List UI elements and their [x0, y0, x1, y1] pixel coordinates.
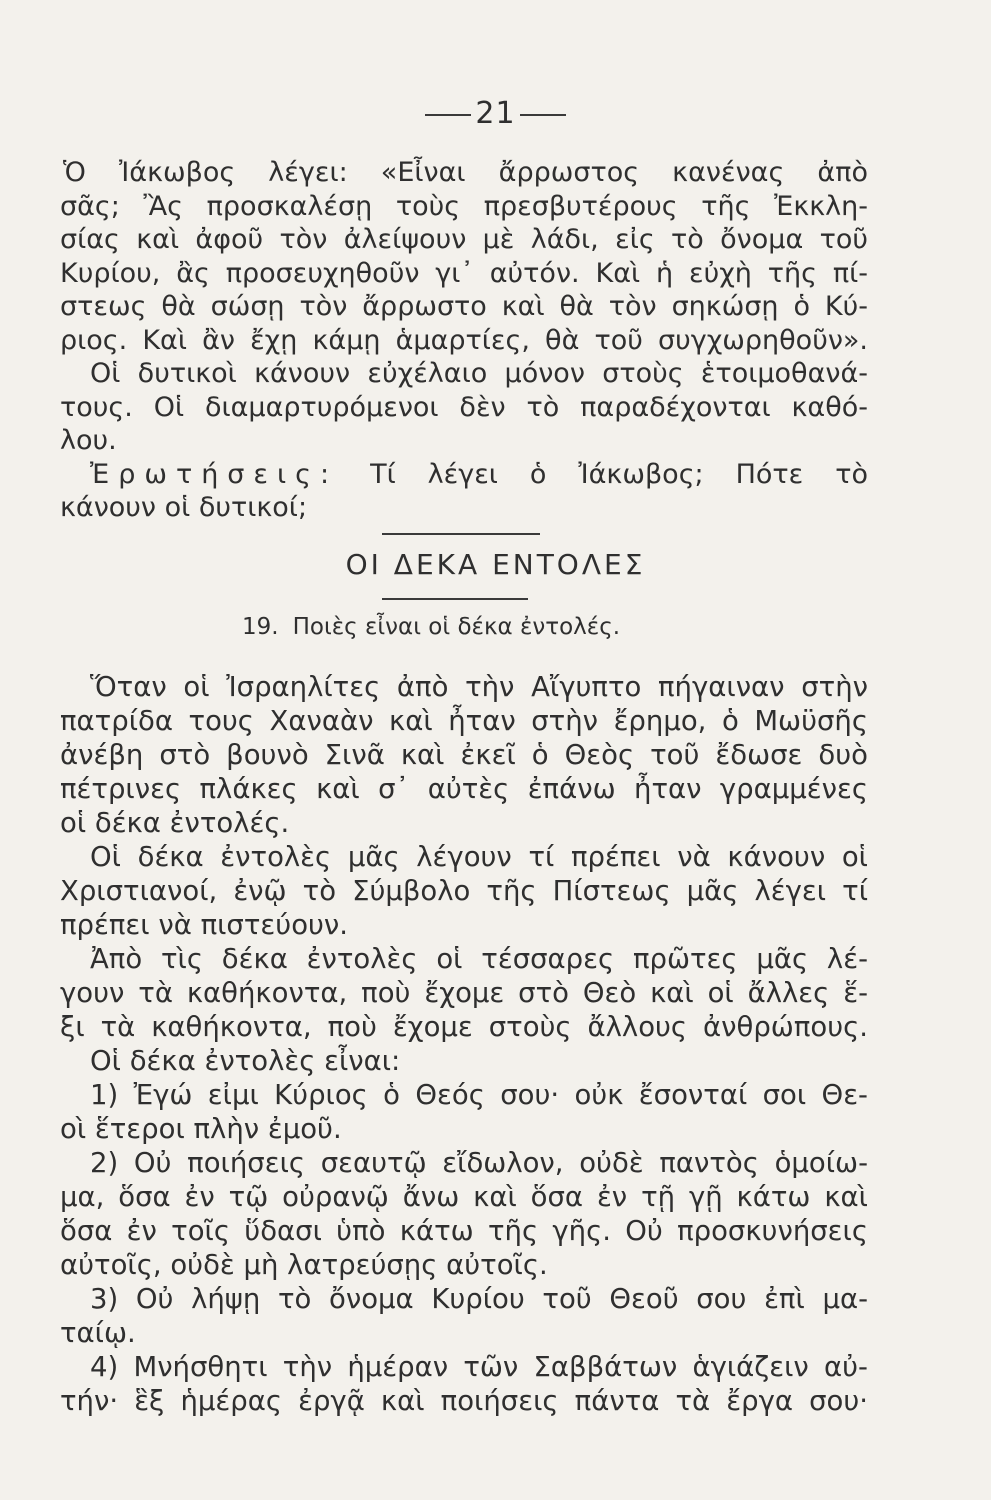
text-line: Οἱ δέκα ἐντολὲς εἶναι:	[90, 1045, 401, 1077]
question-number: 19.	[242, 614, 279, 640]
text-line: Κυρίου, ἂς προσευχηθοῦν γι᾽ αὐτόν. Καὶ ἡ εὐχὴ τῆς πί-	[60, 257, 868, 289]
text-line: οὶ ἕτεροι πλὴν ἐμοῦ.	[60, 1113, 342, 1145]
questions-label: Ἐρωτήσεις:	[90, 458, 339, 490]
text-line: Ἀπὸ τὶς δέκα ἐντολὲς οἱ τέσσαρες πρῶτες μᾶς λέ-	[90, 943, 868, 975]
text-line: λου.	[60, 425, 117, 456]
questions-text: Τί λέγει ὁ Ἰάκωβος; Πότε τὸ	[370, 458, 868, 490]
section-divider-top	[382, 533, 540, 535]
text-line: πέτρινες πλάκες καὶ σ᾽ αὐτὲς ἐπάνω ἦταν γραμμένες	[60, 773, 868, 805]
text-line: Οἱ δέκα ἐντολὲς μᾶς λέγουν τί πρέπει νὰ κάνουν οἱ	[90, 841, 868, 873]
text-line: αὐτοῖς, οὐδὲ μὴ λατρεύσῃς αὐτοῖς.	[60, 1249, 548, 1281]
page-number-dash-right	[520, 114, 566, 116]
commandment-line: 1) Ἐγώ εἰμι Κύριος ὁ Θεός σου· οὐκ ἔσονταί σοι Θε-	[90, 1079, 868, 1111]
question-title: Ποιὲς εἶναι οἱ δέκα ἐντολές.	[292, 614, 621, 640]
text-line: Ὁ Ἰάκωβος λέγει: «Εἶναι ἄρρωστος κανένας ἀπὸ	[63, 157, 868, 188]
questions-line	[60, 458, 868, 492]
text-line: τους. Οἱ διαμαρτυρόμενοι δὲν τὸ παραδέχονται καθό-	[60, 391, 868, 423]
commandment-line: 2) Οὐ ποιήσεις σεαυτῷ εἴδωλον, οὐδὲ παντὸς ὁμοίω-	[90, 1147, 868, 1179]
text-line: πατρίδα τους Χαναὰν καὶ ἦταν στὴν ἔρημο, ὁ Μωϋσῆς	[60, 705, 868, 737]
text-line: κάνουν οἱ δυτικοί;	[60, 492, 308, 523]
text-line: ταίῳ.	[60, 1317, 136, 1349]
commandment-line: 4) Μνήσθητι τὴν ἡμέραν τῶν Σαββάτων ἁγιάζειν αὐ-	[90, 1351, 868, 1383]
question-heading	[242, 612, 620, 642]
commandment-line: 3) Οὐ λήψῃ τὸ ὄνομα Κυρίου τοῦ Θεοῦ σου ἐπὶ μα-	[90, 1283, 868, 1315]
text-line: ἀνέβη στὸ βουνὸ Σινᾶ καὶ ἐκεῖ ὁ Θεὸς τοῦ ἔδωσε δυὸ	[60, 739, 868, 771]
paragraph-block-2	[60, 670, 868, 1418]
text-line: ριος. Καὶ ἂν ἔχῃ κάμῃ ἁμαρτίες, θὰ τοῦ συγχωρηθοῦν».	[60, 324, 868, 356]
text-line: ὅσα ἐν τοῖς ὕδασι ὑπὸ κάτω τῆς γῆς. Οὐ προσκυνήσεις	[60, 1215, 868, 1247]
text-line: στεως θὰ σώσῃ τὸν ἄρρωστο καὶ θὰ τὸν σηκώσῃ ὁ Κύ-	[60, 291, 868, 322]
text-line: γουν τὰ καθήκοντα, ποὺ ἔχομε στὸ Θεὸ καὶ οἱ ἄλλες ἕ-	[60, 977, 868, 1009]
text-line: πρέπει νὰ πιστεύουν.	[60, 909, 349, 941]
section-divider-bottom	[382, 598, 528, 600]
text-line: Ὅταν οἱ Ἰσραηλίτες ἀπὸ τὴν Αἴγυπτο πήγαιναν στὴν	[90, 671, 868, 703]
text-line: ξι τὰ καθήκοντα, ποὺ ἔχομε στοὺς ἄλλους ἀνθρώπους.	[60, 1011, 868, 1043]
page-number-value: 21	[475, 96, 516, 131]
text-line: σίας καὶ ἀφοῦ τὸν ἀλείψουν μὲ λάδι, εἰς τὸ ὄνομα τοῦ	[60, 224, 868, 255]
text-line: μα, ὅσα ἐν τῷ οὐρανῷ ἄνω καὶ ὅσα ἐν τῇ γῇ κάτω καὶ	[60, 1181, 868, 1213]
text-line: σᾶς; Ἂς προσκαλέσῃ τοὺς πρεσβυτέρους τῆς Ἐκκλη-	[60, 190, 868, 222]
text-line: Χριστιανοί, ἐνῷ τὸ Σύμβολο τῆς Πίστεως μᾶς λέγει τί	[60, 875, 868, 907]
page-number	[0, 96, 991, 131]
text-line: Οἱ δυτικοὶ κάνουν εὐχέλαιο μόνον στοὺς ἑτοιμοθανά-	[90, 358, 868, 389]
page-number-dash-left	[425, 114, 471, 116]
section-heading: ΟΙ ΔΕΚΑ ΕΝΤΟΛΕΣ	[345, 548, 646, 581]
text-line: τήν· ἓξ ἡμέρας ἐργᾷ καὶ ποιήσεις πάντα τὰ ἔργα σου·	[60, 1385, 868, 1417]
text-line: οἱ δέκα ἐντολές.	[60, 807, 290, 839]
paragraph-block-1	[60, 156, 868, 525]
